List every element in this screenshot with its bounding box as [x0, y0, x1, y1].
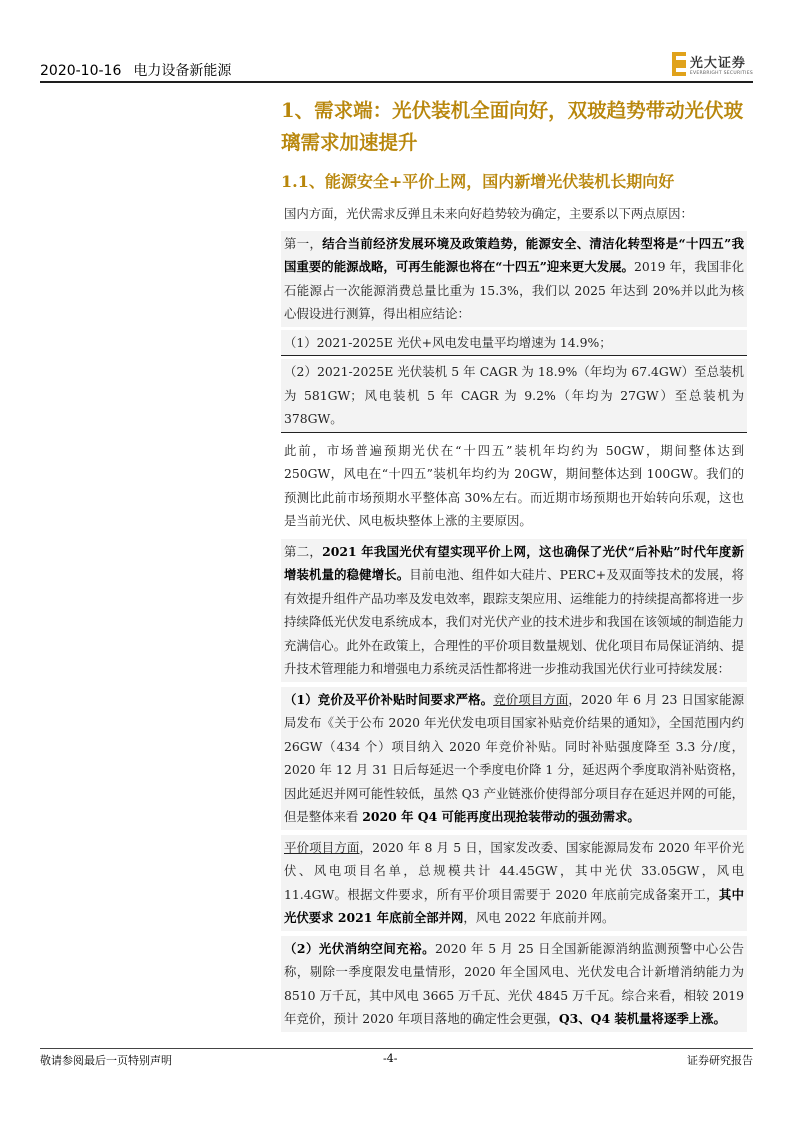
second-lead: 第二， — [284, 543, 323, 559]
intro-paragraph: 国内方面，光伏需求反弹且未来向好趋势较为确定，主要系以下两点原因： — [284, 206, 693, 221]
first-reason-paragraph — [281, 231, 747, 327]
point-2-rest: 2020 年 5 月 25 日全国新能源消纳监测预警中心公告称，剔除一季度限发电量情形，2020 年全国风电、光伏发电合计新增消纳能力为 8510 万千瓦，其中风电 3665 万千瓦、光伏 4845 万千瓦。综合来看，相较 2019 年竞价，预计 2020 年项目落地的确定性会更强， — [284, 940, 744, 1026]
point-2-paragraph — [281, 936, 747, 1032]
logo-mark-icon — [672, 52, 686, 76]
point-1b-rest: ，2020 年 8 月 5 日，国家发改委、国家能源局发布 2020 年平价光伏、风电项目名单，总规模共计 44.45GW，其中光伏 33.05GW，风电 11.4GW。根据文件要求，所有平价项目需要于 2020 年底前完成备案开工， — [284, 839, 745, 902]
first-bold: 结合当前经济发展环境及政策趋势，能源安全、清洁化转型将是“十四五”我国重要的能源战略，可再生能源也将在“十四五”迎来更大发展。 — [284, 235, 744, 274]
header-info — [40, 60, 243, 80]
point-1-paragraph — [281, 687, 747, 830]
conclusion-2: （2）2021-2025E 光伏装机 5 年 CAGR 为 18.9%（年均为 67.4GW）至总装机为 581GW；风电装机 5 年 CAGR 为 9.2%（年均为 27GW）至总装机为 378GW。 — [281, 359, 747, 433]
company-logo — [672, 52, 753, 76]
page-number: -4- — [383, 1052, 398, 1065]
conclusion-1: （1）2021-2025E 光伏+风电发电量平均增速为 14.9%； — [281, 330, 747, 357]
second-reason-paragraph — [281, 539, 747, 682]
point-1-bold: （1）竞价及平价补贴时间要求严格。 — [284, 691, 494, 707]
header-divider — [40, 81, 753, 83]
point-1b-underline: 平价项目方面 — [284, 839, 360, 855]
point-2-bold-end: Q3、Q4 装机量将逐季上涨。 — [558, 1011, 726, 1026]
subsection-heading: 1.1、能源安全+平价上网，国内新增光伏装机长期向好 — [281, 172, 675, 191]
point-1-rest: ，2020 年 6 月 23 日国家能源局发布《关于公布 2020 年光伏发电项目国家补贴竞价结果的通知》，全国范围内约 26GW（434 个）项目纳入 2020 年竞价补贴。同时补贴强度降至 3.3 分/度，2020 年 12 月 31 日后每延迟一个季度电价降 1 分，延迟两个季度取消补贴资格，因此延迟并网可能性较低，虽然 Q3 产业链涨价使得部分项目存在延迟并网的可能，但是整体来看 — [284, 691, 744, 824]
first-lead: 第一， — [284, 235, 323, 251]
market-paragraph: 此前，市场普遍预期光伏在“十四五”装机年均约为 50GW，期间整体达到 250GW，风电在“十四五”装机年均约为 20GW，期间整体达到 100GW。我们的预测比此前市场预期水平整体高 30%左右。而近期市场预期也开始转向乐观，这也是当前光伏、风电板块整体上涨的主要原因。 — [284, 442, 744, 528]
point-1b-paragraph — [281, 835, 747, 931]
section-heading: 1、需求端：光伏装机全面向好，双玻趋势带动光伏玻璃需求加速提升 — [281, 99, 744, 154]
logo-name-en: EVERBRIGHT SECURITIES — [689, 71, 753, 76]
point-2-bold: （2）光伏消纳空间充裕。 — [284, 940, 435, 956]
second-bold: 2021 年我国光伏有望实现平价上网，这也确保了光伏“后补贴”时代年度新增装机量的稳健增长。 — [284, 543, 744, 582]
main-content — [281, 95, 747, 1032]
report-date: 2020-10-16 — [40, 63, 122, 79]
second-rest: 目前电池、组件如大硅片、PERC+及双面等技术的发展，将有效提升组件产品功率及发电效率，跟踪支架应用、运维能力的持续提高都将进一步持续降低光伏发电系统成本，我们对光伏产业的技术进步和我国在该领域的制造能力充满信心。此外在政策上，合理性的平价项目数量规划、优化项目布局保证消纳、提升技术管理能力和增强电力系统灵活性都将进一步推动我国光伏行业可持续发展： — [284, 567, 744, 676]
point-1-underline: 竞价项目方面 — [493, 691, 569, 707]
footer-report-type: 证券研究报告 — [687, 1054, 753, 1067]
footer-disclaimer: 敬请参阅最后一页特别声明 — [40, 1054, 172, 1067]
point-1b-tail: ，风电 2022 年底前并网。 — [463, 910, 615, 925]
report-sector: 电力设备新能源 — [133, 63, 232, 79]
point-1b-bold: 其中光伏要求 2021 年底前全部并网 — [284, 886, 744, 925]
point-1-bold-end: 2020 年 Q4 可能再度出现抢装带动的强劲需求。 — [362, 809, 640, 824]
first-rest: 2019 年，我国非化石能源占一次能源消费总量比重为 15.3%，我们以 2025 年达到 20%并以此为核心假设进行测算，得出相应结论： — [284, 259, 744, 321]
logo-name-cn: 光大证券 — [689, 56, 746, 71]
footer-divider — [40, 1048, 753, 1049]
